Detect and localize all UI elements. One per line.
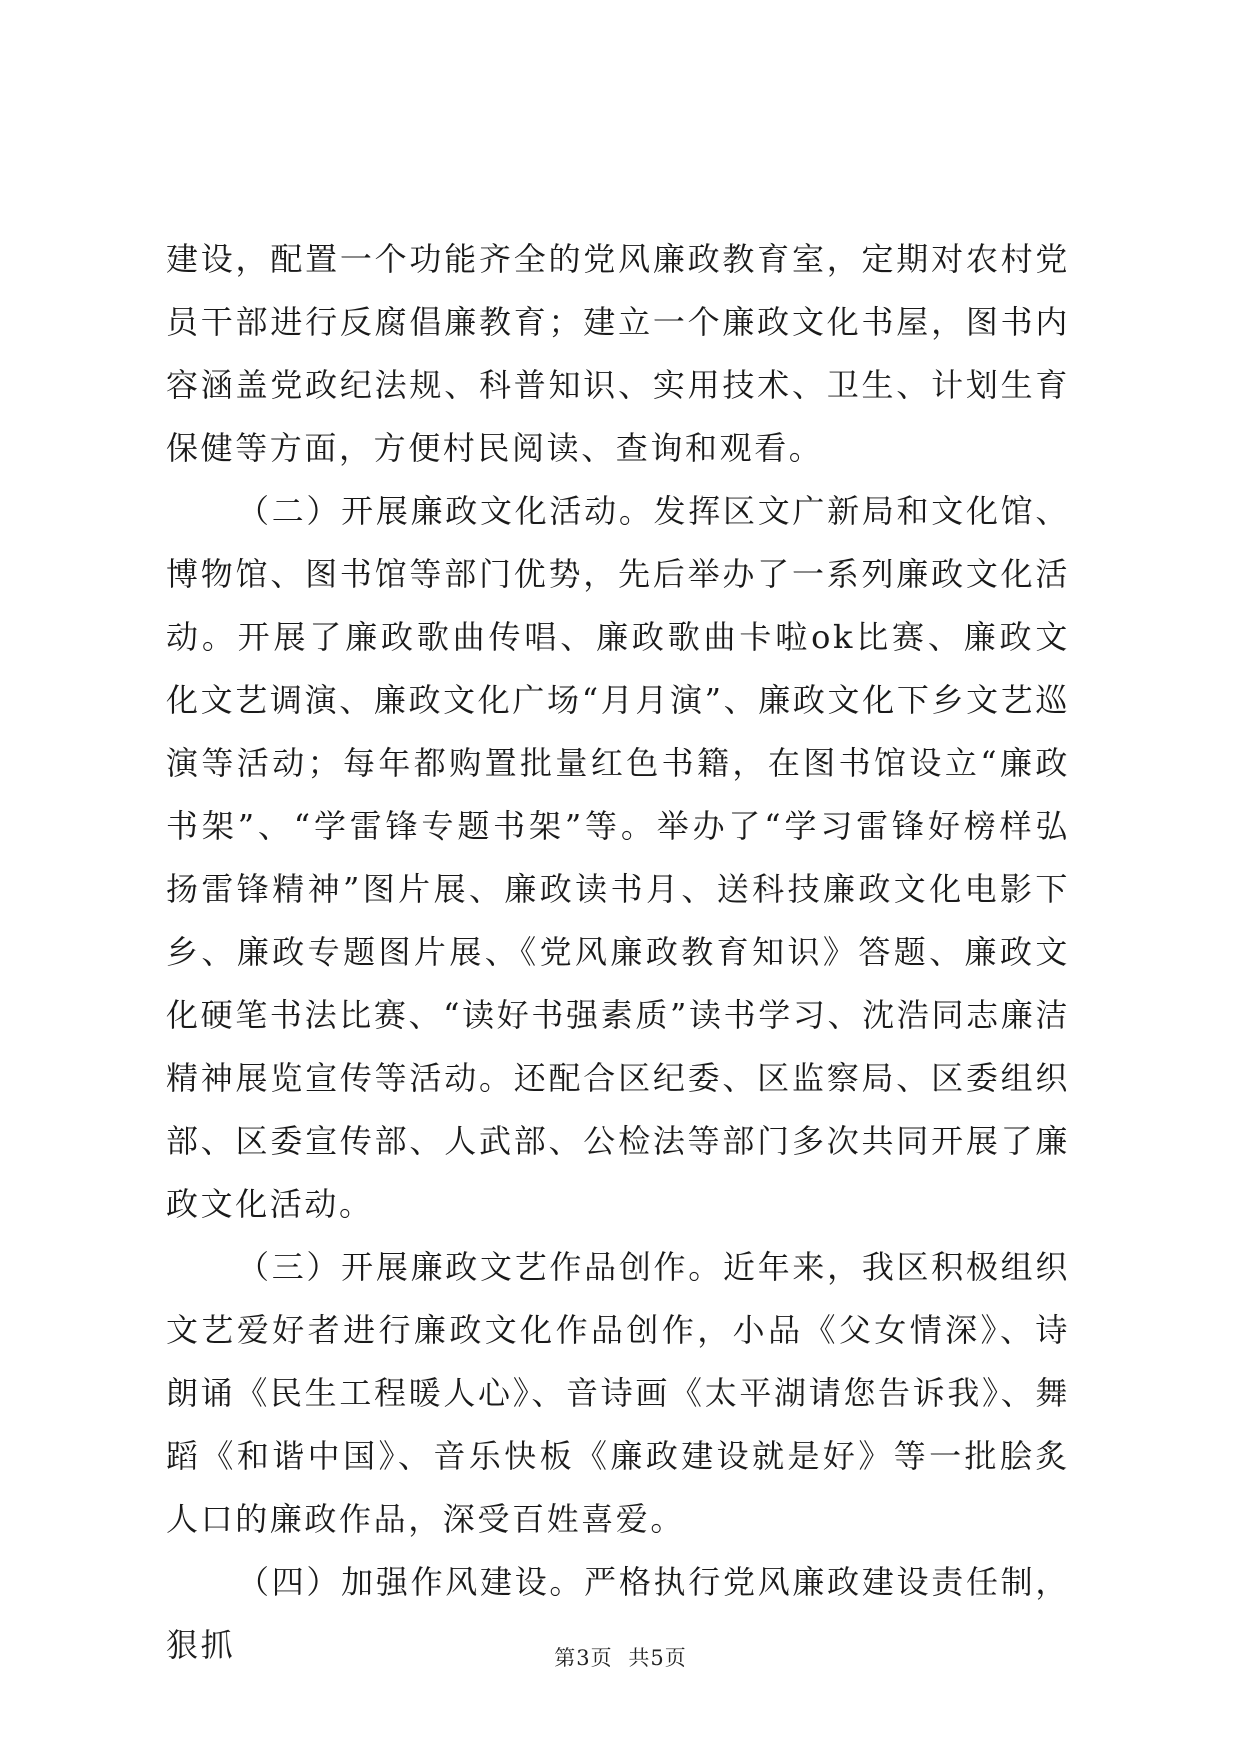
paragraph-continuation: 建设，配置一个功能齐全的党风廉政教育室，定期对农村党员干部进行反腐倡廉教育；建立一个廉政文化书屋，图书内容涵盖党政纪法规、科普知识、实用技术、卫生、计划生育保健等方面，方便村民阅读、查询和观看。	[166, 240, 1070, 467]
paragraph-section-3: （三）开展廉政文艺作品创作。近年来，我区积极组织文艺爱好者进行廉政文化作品创作，小品《父女情深》、诗朗诵《民生工程暖人心》、音诗画《太平湖请您告诉我》、舞蹈《和谐中国》、音乐快板《廉政建设就是好》等一批脍炙人口的廉政作品，深受百姓喜爱。	[166, 1248, 1070, 1538]
paragraph-section-2: （二）开展廉政文化活动。发挥区文广新局和文化馆、博物馆、图书馆等部门优势，先后举办了一系列廉政文化活动。开展了廉政歌曲传唱、廉政歌曲卡啦ok比赛、廉政文化文艺调演、廉政文化广场“月月演”、廉政文化下乡文艺巡演等活动；每年都购置批量红色书籍，在图书馆设立“廉政书架”、“学雷锋专题书架”等。举办了“学习雷锋好榜样弘扬雷锋精神”图片展、廉政读书月、送科技廉政文化电影下乡、廉政专题图片展、《党风廉政教育知识》答题、廉政文化硬笔书法比赛、“读好书强素质”读书学习、沈浩同志廉洁精神展览宣传等活动。还配合区纪委、区监察局、区委组织部、区委宣传部、人武部、公检法等部门多次共同开展了廉政文化活动。	[166, 492, 1070, 1223]
page-total: 共5页	[628, 1646, 687, 1670]
paragraph-section-4: （四）加强作风建设。严格执行党风廉政建设责任制，狠抓	[166, 1563, 1070, 1664]
document-body	[166, 228, 1070, 1677]
page-footer	[0, 1642, 1241, 1672]
page-number: 第3页	[554, 1646, 613, 1670]
